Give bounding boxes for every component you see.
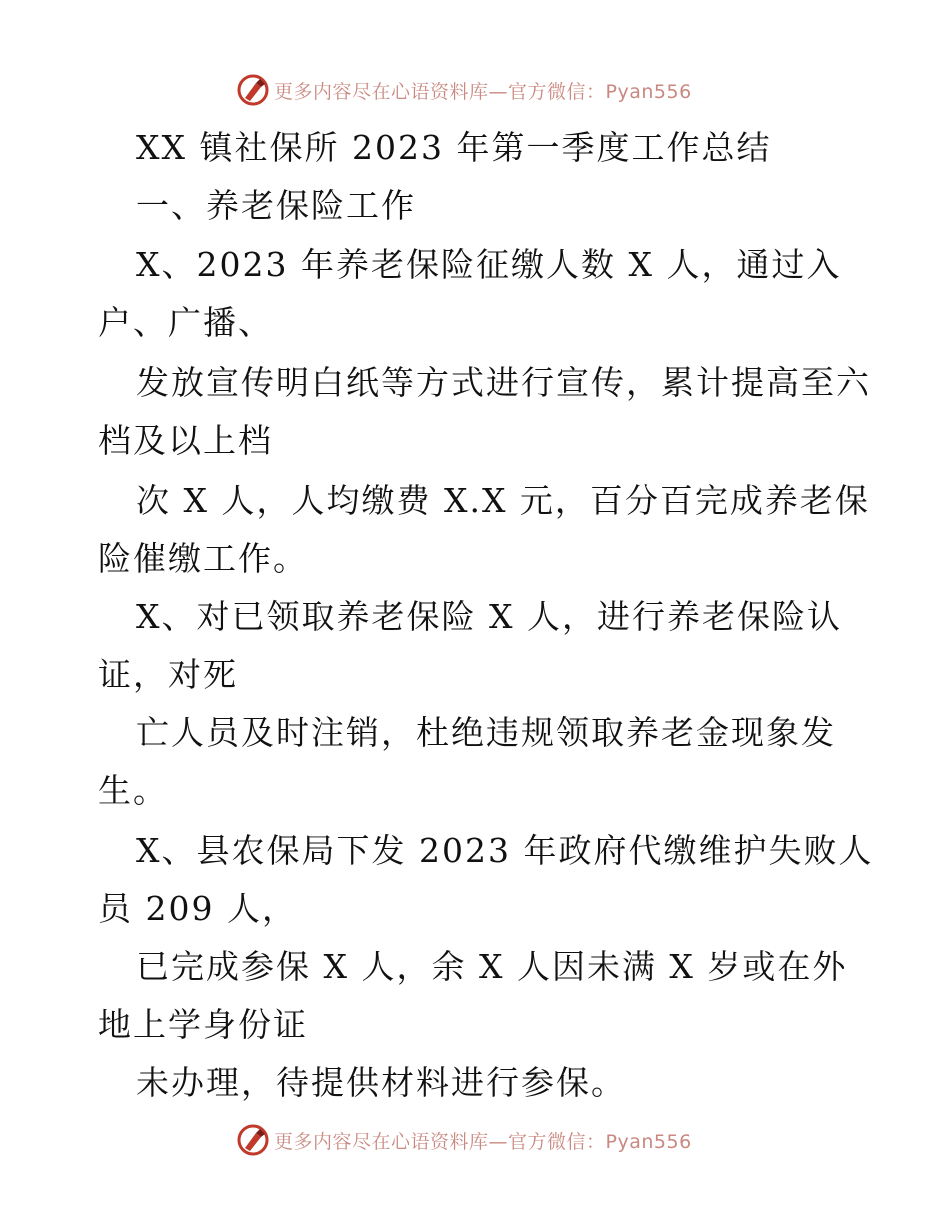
paragraph-line: 证，对死 [98, 655, 238, 694]
paragraph-line: 员 209 人， [98, 889, 297, 928]
paragraph-line: 档及以上档 [98, 421, 273, 460]
paragraph-line: X、2023 年养老保险征缴人数 X 人，通过入 [136, 245, 842, 284]
watermark-text: 更多内容尽在心语资料库—官方微信：Pyan556 [274, 1130, 692, 1153]
paragraph-line: 已完成参保 X 人，余 X 人因未满 X 岁或在外 [136, 947, 848, 986]
paragraph-line: X、县农保局下发 2023 年政府代缴维护失败人 [136, 831, 874, 870]
paragraph-line: 生。 [98, 771, 168, 810]
paragraph-line: 发放宣传明白纸等方式进行宣传，累计提高至六 [136, 363, 871, 402]
paragraph-line: 亡人员及时注销，杜绝违规领取养老金现象发 [136, 713, 836, 752]
paragraph-line: 户、广播、 [98, 303, 273, 342]
paragraph-line: X、对已领取养老保险 X 人，进行养老保险认 [136, 597, 842, 636]
paragraph-line: 次 X 人，人均缴费 X.X 元，百分百完成养老保 [136, 481, 870, 520]
watermark-header [236, 72, 692, 108]
paragraph-line: 险催缴工作。 [98, 539, 308, 578]
pen-nib-logo-icon [236, 73, 270, 107]
watermark-text: 更多内容尽在心语资料库—官方微信：Pyan556 [274, 80, 692, 103]
section-heading: 一、养老保险工作 [136, 186, 416, 225]
paragraph-line: 地上学身份证 [98, 1005, 308, 1044]
pen-nib-logo-icon [236, 1123, 270, 1157]
watermark-footer [236, 1122, 692, 1158]
document-title: XX 镇社保所 2023 年第一季度工作总结 [136, 128, 772, 167]
paragraph-line: 未办理，待提供材料进行参保。 [136, 1063, 626, 1102]
